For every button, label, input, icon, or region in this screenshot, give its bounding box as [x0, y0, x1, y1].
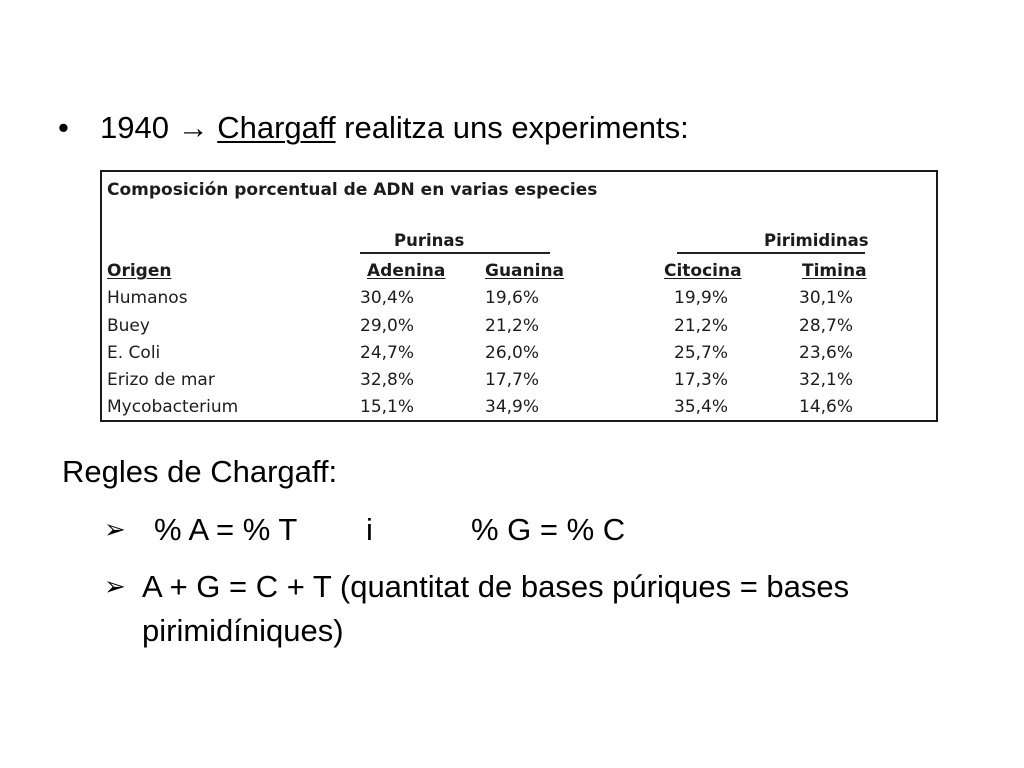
table-cell-timina: 32,1% [799, 370, 854, 390]
bullet-dot: • [58, 110, 69, 145]
table-cell-guanina: 34,9% [485, 397, 540, 417]
bullet-chargaff-experiments [58, 104, 689, 152]
table-cell-timina: 14,6% [799, 397, 854, 417]
dna-composition-table [100, 170, 938, 422]
table-cell-guanina: 26,0% [485, 343, 540, 363]
table-cell-origin: Mycobacterium [107, 397, 239, 417]
right-arrow-icon: → [177, 110, 209, 145]
table-cell-origin: Humanos [107, 288, 188, 308]
arrow-bullet-icon: ➢ [104, 515, 126, 545]
table-cell-guanina: 17,7% [485, 370, 540, 390]
header-timina: Timina [802, 261, 867, 281]
table-cell-adenina: 29,0% [360, 316, 415, 336]
table-cell-timina: 23,6% [799, 343, 854, 363]
table-cell-guanina: 19,6% [485, 288, 540, 308]
rule1-left: % A = % T [154, 512, 298, 547]
rule2-text: A + G = C + T (quantitat de bases púriques = bases pirimidíniques) [142, 569, 850, 648]
purines-underline [360, 252, 550, 254]
year-label: 1940 [100, 110, 169, 145]
table-cell-citocina: 25,7% [674, 343, 729, 363]
table-cell-adenina: 30,4% [360, 288, 415, 308]
group-purines: Purinas [394, 231, 465, 250]
table-cell-citocina: 21,2% [674, 316, 729, 336]
bullet-rest-text: realitza uns experiments: [335, 110, 689, 145]
arrow-bullet-icon: ➢ [104, 572, 126, 602]
header-origen: Origen [107, 261, 172, 281]
table-cell-adenina: 15,1% [360, 397, 415, 417]
table-cell-citocina: 17,3% [674, 370, 729, 390]
rule1-connector: i [366, 512, 373, 547]
table-cell-timina: 30,1% [799, 288, 854, 308]
table-cell-origin: Erizo de mar [107, 370, 215, 390]
rule-purines-equal-pyrimidines [104, 565, 984, 653]
rules-title: Regles de Chargaff: [62, 454, 338, 489]
table-cell-guanina: 21,2% [485, 316, 540, 336]
table-cell-citocina: 35,4% [674, 397, 729, 417]
table-cell-origin: E. Coli [107, 343, 161, 363]
header-citocina: Citocina [664, 261, 742, 281]
table-title: Composición porcentual de ADN en varias especies [107, 180, 598, 200]
pyrimidines-underline [677, 252, 865, 254]
table-cell-adenina: 32,8% [360, 370, 415, 390]
rule1-right: % G = % C [471, 512, 626, 547]
table-cell-timina: 28,7% [799, 316, 854, 336]
table-cell-adenina: 24,7% [360, 343, 415, 363]
table-cell-origin: Buey [107, 316, 150, 336]
group-pyrimidines: Pirimidinas [764, 231, 869, 250]
header-guanina: Guanina [485, 261, 565, 281]
chargaff-name: Chargaff [217, 110, 336, 145]
table-cell-citocina: 19,9% [674, 288, 729, 308]
header-adenina: Adenina [367, 261, 446, 281]
